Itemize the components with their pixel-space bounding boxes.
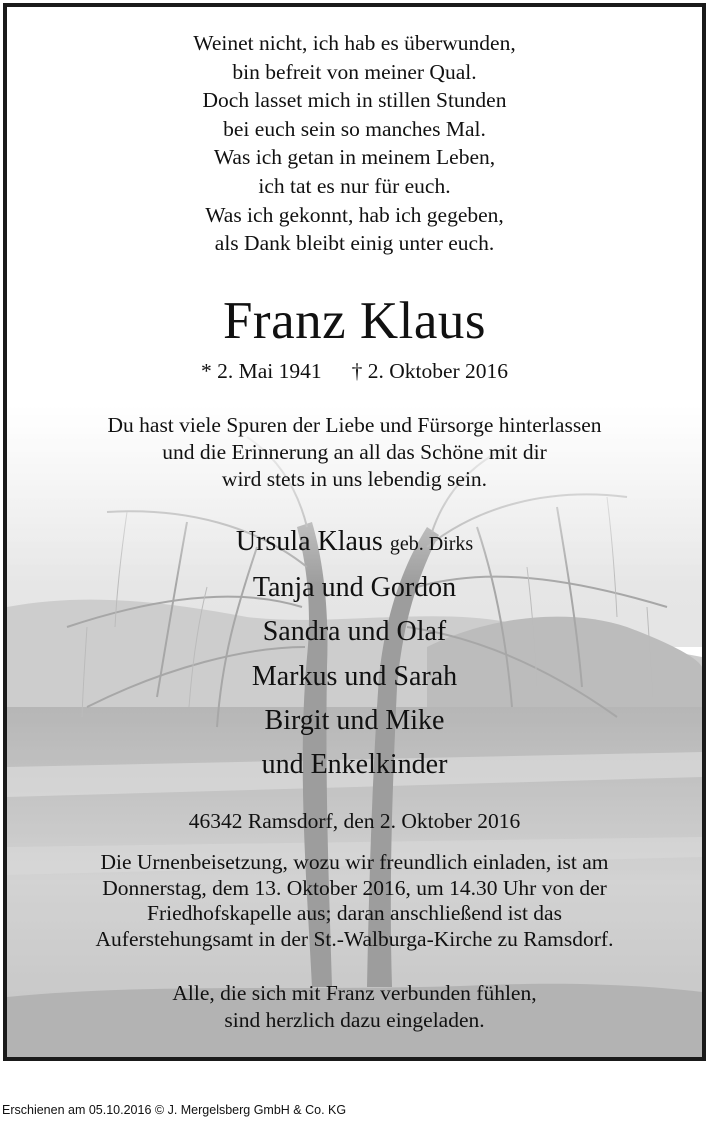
family-member: Markus und Sarah <box>251 660 458 692</box>
publication-footer: Erschienen am 05.10.2016 © J. Mergelsberg GmbH & Co. KG <box>2 1103 347 1117</box>
family-member: Birgit und Mike <box>264 704 445 736</box>
poem <box>7 29 702 258</box>
poem-line: bei euch sein so manches Mal. <box>223 116 486 141</box>
burial-line: Auferstehungsamt in der St.-Walburga-Kirche zu Ramsdorf. <box>95 926 614 951</box>
family-member: Tanja und Gordon <box>252 572 457 604</box>
poem-line: ich tat es nur für euch. <box>258 173 451 198</box>
burial-line: Friedhofskapelle aus; daran anschließend ist das <box>147 901 562 925</box>
spouse-name: Ursula Klaus <box>235 526 383 557</box>
tribute-line: wird stets in uns lebendig sein. <box>221 467 488 491</box>
poem-line: Doch lasset mich in stillen Stunden <box>202 88 507 113</box>
burial-details <box>7 850 702 952</box>
place-and-date: 46342 Ramsdorf, den 2. Oktober 2016 <box>188 809 521 833</box>
poem-line: als Dank bleibt einig unter euch. <box>214 231 495 256</box>
deceased-name: Franz Klaus <box>222 292 487 350</box>
birth-date: * 2. Mai 1941 <box>200 359 322 383</box>
notice-content <box>7 7 702 1057</box>
spouse-line <box>7 520 702 566</box>
family-member: und Enkelkinder <box>261 749 448 781</box>
family-member: Sandra und Olaf <box>262 616 447 648</box>
invitation-line: Alle, die sich mit Franz verbunden fühlen, <box>172 981 537 1005</box>
burial-line: Die Urnenbeisetzung, wozu wir freundlich einladen, ist am <box>100 850 609 874</box>
life-dates <box>7 357 702 385</box>
burial-line: Donnerstag, dem 13. Oktober 2016, um 14.30 Uhr von der <box>102 875 607 900</box>
tribute-line: Du hast viele Spuren der Liebe und Fürsorge hinterlassen <box>107 413 602 437</box>
family-list <box>7 520 702 787</box>
poem-line: bin befreit von meiner Qual. <box>232 59 477 84</box>
poem-line: Was ich getan in meinem Leben, <box>213 145 496 170</box>
tribute <box>7 412 702 493</box>
invitation-line: sind herzlich dazu eingeladen. <box>224 1007 485 1032</box>
invitation <box>7 980 702 1033</box>
poem-line: Was ich gekonnt, hab ich gegeben, <box>205 202 504 227</box>
spouse-maiden-name: geb. Dirks <box>389 533 474 555</box>
tribute-line: und die Erinnerung an all das Schöne mit dir <box>162 440 547 464</box>
death-date: † 2. Oktober 2016 <box>351 359 509 383</box>
obituary-notice <box>3 3 706 1061</box>
poem-line: Weinet nicht, ich hab es überwunden, <box>193 31 516 55</box>
